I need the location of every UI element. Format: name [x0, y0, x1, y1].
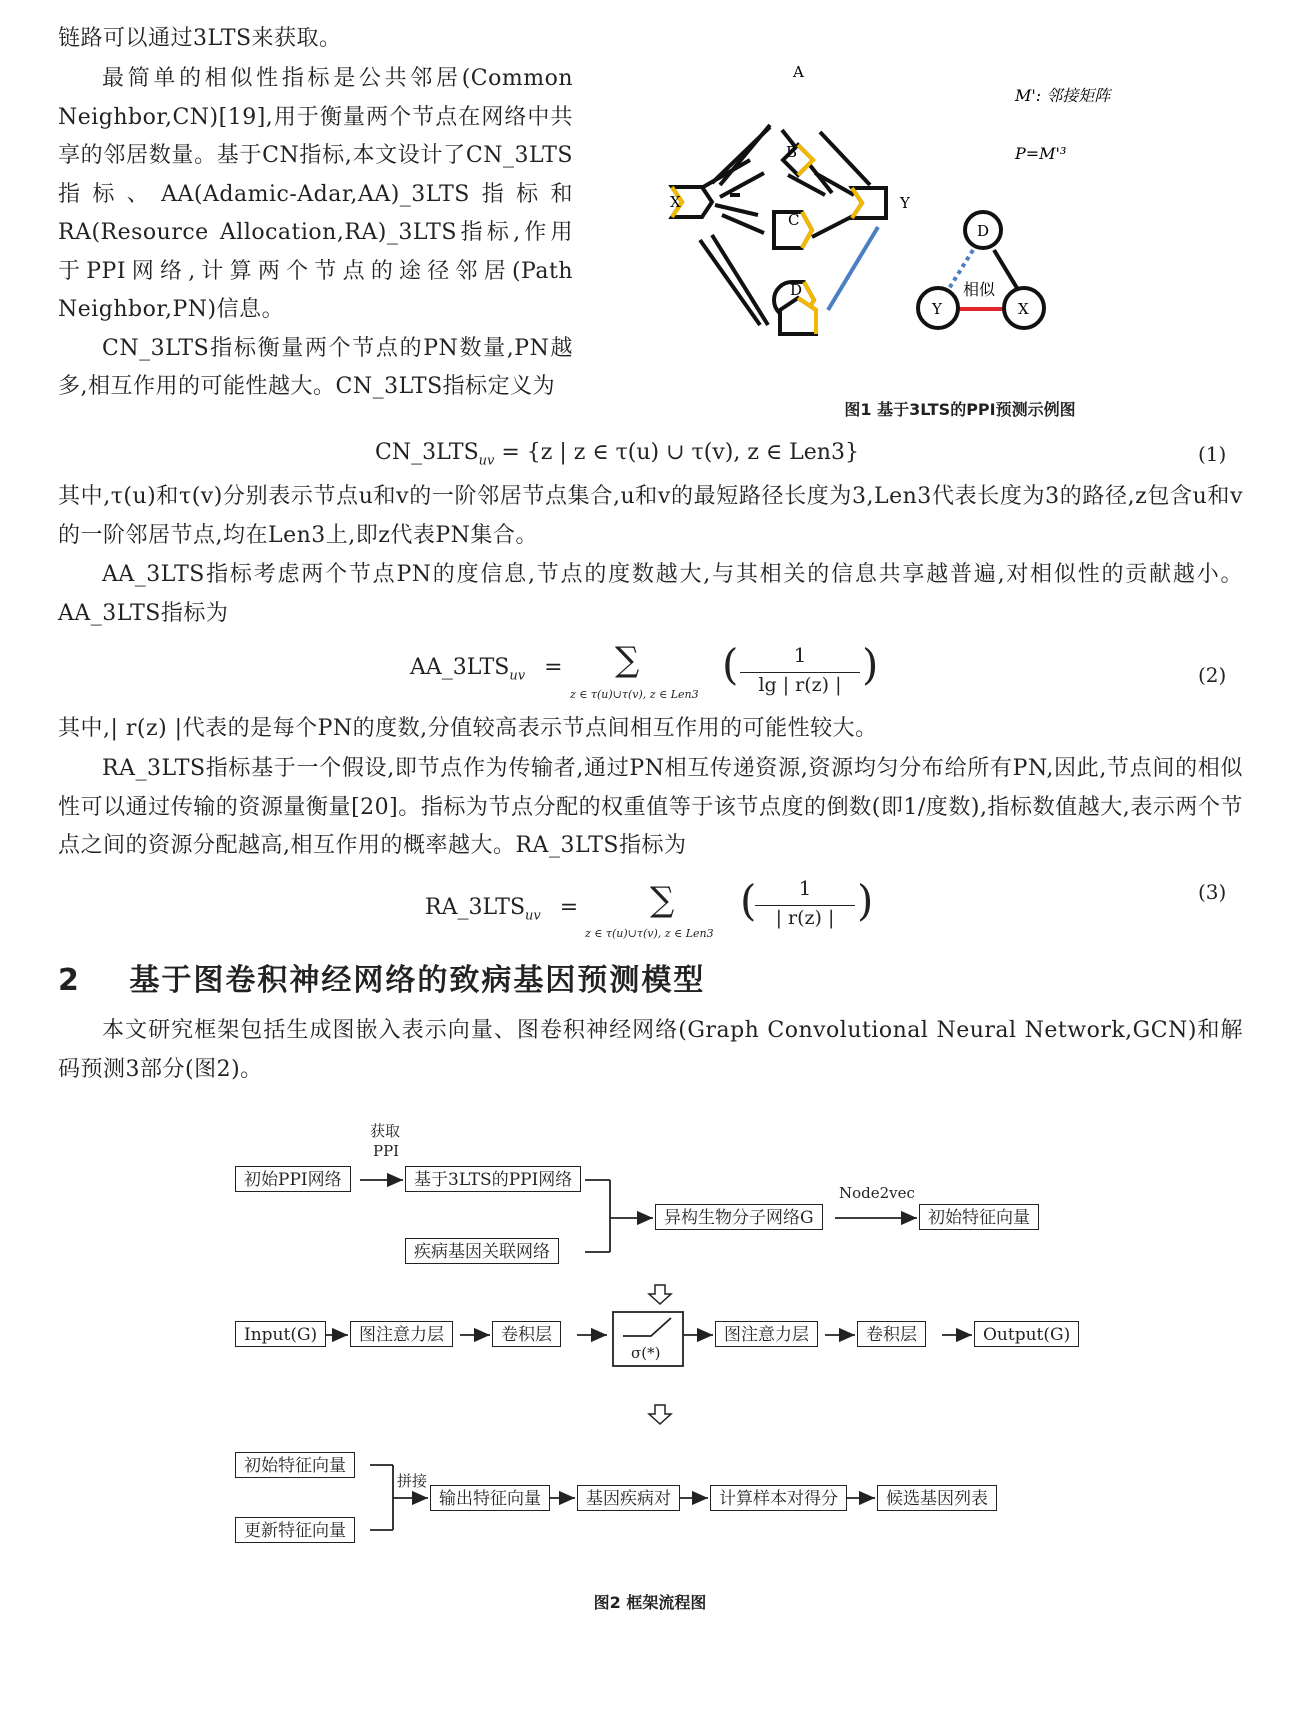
box-conv-2: 卷积层: [857, 1321, 926, 1347]
box-gene-disease-pair: 基因疾病对: [577, 1485, 680, 1511]
box-initial-features-2: 初始特征向量: [235, 1452, 355, 1478]
down-arrow-1: [649, 1285, 671, 1304]
box-hetero-network: 异构生物分子网络G: [655, 1204, 823, 1230]
section-heading: [58, 955, 705, 999]
paragraph-section: 本文研究框架包括生成图嵌入表示向量、图卷积神经网络(Graph Convolutional Neural Network,GCN)和解码预测3部分(图2)。: [58, 1018, 1243, 1082]
equation-2: [410, 655, 563, 683]
box-conv-1: 卷积层: [492, 1321, 561, 1347]
eq2-fraction-bar: [740, 672, 860, 673]
box-gat-1: 图注意力层: [350, 1321, 453, 1347]
figure-1-graph: [660, 55, 1260, 385]
eq2-sum-sub: z ∈ τ(u)∪τ(v), z ∈ Len3: [570, 688, 699, 701]
eq3-fraction-bar: [755, 905, 855, 906]
label-get: 获取: [370, 1122, 401, 1140]
paragraph-eq2-explain: 其中,| r(z) |代表的是每个PN的度数,分值较高表示节点间相互作用的可能性较大。: [58, 716, 878, 741]
box-compute-score: 计算样本对得分: [710, 1485, 847, 1511]
eq3-paren-left: (: [740, 876, 757, 925]
eq3-paren-right: ): [857, 876, 874, 925]
intro-line: 链路可以通过3LTS来获取。: [58, 26, 342, 51]
figure-2: [235, 1120, 1075, 1560]
eq2-numerator: 1: [793, 643, 807, 667]
eq2-lhs: AA_3LTS: [410, 655, 510, 680]
down-arrow-2: [649, 1405, 671, 1424]
eq1-sub: uv: [478, 453, 495, 469]
equation-1: [375, 440, 859, 468]
eq3-sum-sub: z ∈ τ(u)∪τ(v), z ∈ Len3: [585, 927, 714, 940]
eq2-sum: ∑: [615, 640, 640, 680]
paragraph-eq1-explain: 其中,τ(u)和τ(v)分别表示节点u和v的一阶邻居节点集合,u和v的最短路径长度为3,Len3代表长度为3的路径,z包含u和v的一阶邻居节点,均在Len3上,即z代表PN集合。: [58, 484, 1243, 548]
paragraph-aa: AA_3LTS指标考虑两个节点PN的度信息,节点的度数越大,与其相关的信息共享越普遍,对相似性的贡献越小。AA_3LTS指标为: [58, 562, 1243, 626]
eq3-sum: ∑: [650, 880, 675, 920]
eq3-denominator: | r(z) |: [775, 907, 835, 929]
eq2-denominator: lg | r(z) |: [758, 674, 842, 696]
eq3-lhs: RA_3LTS: [425, 895, 526, 920]
eq2-equals: =: [544, 655, 563, 680]
figure-1-caption: 图1 基于3LTS的PPI预测示例图: [844, 400, 1076, 419]
tri-label-similar: 相似: [963, 280, 996, 299]
label-activation: σ(*): [631, 1344, 661, 1362]
paragraph-cn-intro: 最简单的相似性指标是公共邻居(Common Neighbor,CN)[19],用于衡量两个节点在网络中共享的邻居数量。基于CN指标,本文设计了CN_3LTS指标、AA(Adamic-Adar,AA)_3LTS指标和RA(Resource Allocation,RA)_3LTS指标,作用于PPI网络,计算两个节点的途径邻居(Path Neighbor,PN)信息。: [58, 66, 573, 322]
legend-power: P=M'³: [1015, 144, 1067, 163]
eq3-numerator: 1: [798, 876, 812, 900]
section-title: 基于图卷积神经网络的致病基因预测模型: [129, 963, 706, 998]
box-initial-ppi: 初始PPI网络: [235, 1166, 351, 1192]
label-x: X: [670, 193, 681, 211]
legend-adjacency: M': 邻接矩阵: [1015, 86, 1111, 105]
label-a: A: [793, 63, 804, 81]
label-y: Y: [900, 194, 910, 212]
box-disease-network: 疾病基因关联网络: [405, 1238, 559, 1264]
label-d: D: [790, 281, 803, 299]
tri-label-x: X: [1018, 300, 1029, 318]
tri-label-y: Y: [932, 300, 942, 318]
box-output-features: 输出特征向量: [430, 1485, 550, 1511]
eq2-sub: uv: [509, 668, 526, 684]
box-updated-features: 更新特征向量: [235, 1517, 355, 1543]
box-3lts-ppi: 基于3LTS的PPI网络: [405, 1166, 581, 1192]
box-initial-features: 初始特征向量: [919, 1204, 1039, 1230]
label-b: B: [786, 143, 798, 161]
equation-3: [425, 895, 578, 923]
eq2-number: (2): [1198, 663, 1227, 687]
label-node2vec: Node2vec: [839, 1184, 915, 1202]
left-column: [58, 60, 573, 407]
node-y: [852, 188, 886, 218]
eq1-number: (1): [1198, 442, 1227, 466]
label-get-ppi: PPI: [373, 1142, 400, 1160]
figure-1: [660, 55, 1260, 385]
section-number: 2: [58, 963, 81, 998]
label-concat: 拼接: [397, 1472, 428, 1490]
tri-label-d: D: [977, 222, 990, 240]
paragraph-ra: RA_3LTS指标基于一个假设,即节点作为传输者,通过PN相互传递资源,资源均匀分布给所有PN,因此,节点间的相似性可以通过传输的资源量衡量[20]。指标为节点分配的权重值等于该节点度的倒数(即1/度数),指标数值越大,表示两个节点之间的资源分配越高,相互作用的概率越大。RA_3LTS指标为: [58, 756, 1243, 858]
eq3-equals: =: [559, 895, 579, 920]
figure-2-caption: 图2 框架流程图: [593, 1593, 707, 1612]
eq3-sub: uv: [525, 908, 541, 924]
box-input: Input(G): [235, 1321, 326, 1347]
label-c: C: [788, 211, 800, 229]
edge-d-y-predicted: [828, 227, 878, 310]
eq1-rhs: = {z | z ∈ τ(u) ∪ τ(v), z ∈ Len3}: [501, 440, 859, 465]
eq3-number: (3): [1198, 880, 1227, 904]
eq1-lhs: CN_3LTS: [375, 440, 479, 465]
tri-edge-d-x: [994, 250, 1020, 293]
eq2-paren-right: ): [862, 640, 879, 689]
edge-x-d: [700, 240, 760, 325]
eq2-paren-left: (: [722, 640, 739, 689]
edge-x-c: [715, 205, 758, 215]
box-gat-2: 图注意力层: [715, 1321, 818, 1347]
box-output: Output(G): [974, 1321, 1079, 1347]
box-candidate-list: 候选基因列表: [877, 1485, 997, 1511]
paragraph-cn-3lts: CN_3LTS指标衡量两个节点的PN数量,PN越多,相互作用的可能性越大。CN_3LTS指标定义为: [58, 335, 573, 399]
